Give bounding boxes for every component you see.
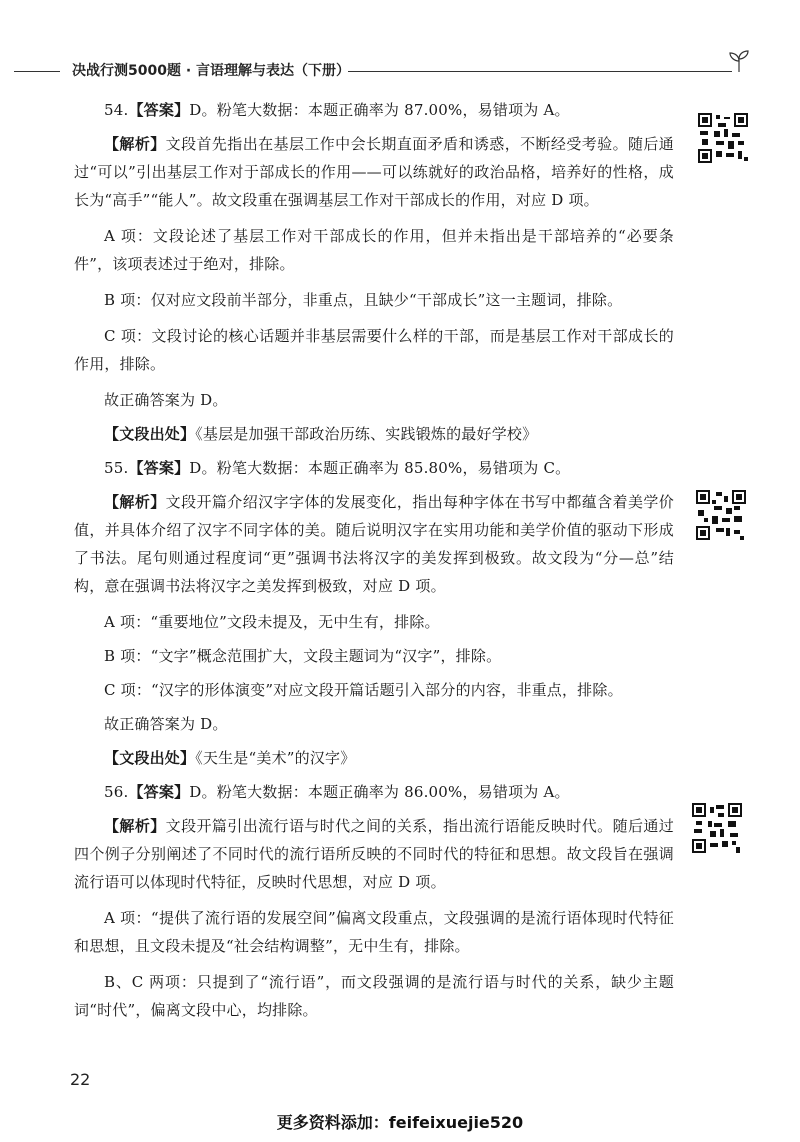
source-text: 《天生是“美术”的汉字》 [195, 749, 356, 767]
option-text: A 项：文段论述了基层工作对干部成长的作用，但并未指出是干部培养的“必要条件”，该项表述过于绝对，排除。 [74, 227, 674, 273]
answer-55 [74, 454, 674, 482]
header-rule-left [14, 71, 60, 72]
page-number: 22 [70, 1070, 91, 1089]
option-c-55 [74, 676, 674, 704]
source-54 [74, 420, 674, 448]
qr-code-icon[interactable] [698, 113, 748, 163]
answer-54 [74, 96, 674, 124]
option-text: B 项：“文字”概念范围扩大，文段主题词为“汉字”，排除。 [104, 647, 502, 665]
conclusion-55 [74, 710, 674, 738]
option-a-55 [74, 608, 674, 636]
option-c-54 [74, 322, 674, 378]
analysis-tag: 【解析】 [104, 817, 166, 835]
conclusion-text: 故正确答案为 D。 [104, 391, 228, 409]
analysis-54 [74, 130, 674, 214]
qr-code-icon[interactable] [692, 803, 742, 853]
source-tag: 【文段出处】 [104, 749, 196, 767]
conclusion-text: 故正确答案为 D。 [104, 715, 228, 733]
option-a-54 [74, 222, 674, 278]
answer-text: D。粉笔大数据：本题正确率为 86.00%，易错项为 A。 [189, 783, 570, 801]
analysis-tag: 【解析】 [104, 135, 166, 153]
option-text: A 项：“提供了流行语的发展空间”偏离文段重点，文段强调的是流行语体现时代特征和思想，且文段未提及“社会结构调整”，无中生有，排除。 [74, 909, 674, 955]
answer-explanations [74, 96, 674, 1032]
option-a-56 [74, 904, 674, 960]
question-number: 56. [104, 783, 129, 801]
option-b-55 [74, 642, 674, 670]
answer-tag: 【答案】 [128, 459, 190, 477]
footer-note: 更多资料添加：feifeixuejie520 [276, 1113, 524, 1132]
analysis-text: 文段开篇引出流行语与时代之间的关系，指出流行语能反映时代。随后通过四个例子分别阐述了不同时代的流行语所反映的不同时代的特征和思想。故文段旨在强调流行语可以体现时代特征，反映时代思想，对应 D 项。 [74, 817, 674, 891]
option-bc-56 [74, 968, 674, 1024]
answer-text: D。粉笔大数据：本题正确率为 87.00%，易错项为 A。 [189, 101, 570, 119]
conclusion-54 [74, 386, 674, 414]
source-tag: 【文段出处】 [104, 425, 196, 443]
qr-code-icon[interactable] [696, 490, 746, 540]
source-55 [74, 744, 674, 772]
header-title: 决战行测5000题 · 言语理解与表达（下册） [72, 63, 351, 79]
option-text: C 项：文段讨论的核心话题并非基层需要什么样的干部，而是基层工作对干部成长的作用，排除。 [74, 327, 674, 373]
option-text: B、C 两项：只提到了“流行语”，而文段强调的是流行语与时代的关系，缺少主题词“时代”，偏离文段中心，均排除。 [74, 973, 674, 1019]
answer-tag: 【答案】 [128, 783, 190, 801]
analysis-text: 文段首先指出在基层工作中会长期直面矛盾和诱惑，不断经受考验。随后通过“可以”引出基层工作对于部成长的作用——可以练就好的政治品格，培养好的性格，成长为“高手”“能人”。故文段重在强调基层工作对干部成长的作用，对应 D 项。 [74, 135, 674, 209]
option-text: B 项：仅对应文段前半部分，非重点，且缺少“干部成长”这一主题词，排除。 [104, 291, 623, 309]
analysis-56 [74, 812, 674, 896]
sprout-icon [726, 48, 752, 74]
option-text: C 项：“汉字的形体演变”对应文段开篇话题引入部分的内容，非重点，排除。 [104, 681, 623, 699]
analysis-tag: 【解析】 [104, 493, 166, 511]
running-header [0, 58, 800, 82]
analysis-text: 文段开篇介绍汉字字体的发展变化，指出每种字体在书写中都蕴含着美学价值，并具体介绍了汉字不同字体的美。随后说明汉字在实用功能和美学价值的驱动下形成了书法。尾句则通过程度词“更”强调书法将汉字的美发挥到极致。故文段为“分—总”结构，意在强调书法将汉字之美发挥到极致，对应 D 项。 [74, 493, 674, 595]
source-text: 《基层是加强干部政治历练、实践锻炼的最好学校》 [195, 425, 538, 443]
header-rule-right [348, 71, 732, 72]
answer-56 [74, 778, 674, 806]
option-text: A 项：“重要地位”文段未提及，无中生有，排除。 [104, 613, 440, 631]
answer-text: D。粉笔大数据：本题正确率为 85.80%，易错项为 C。 [189, 459, 571, 477]
question-number: 54. [104, 101, 129, 119]
question-number: 55. [104, 459, 129, 477]
answer-tag: 【答案】 [128, 101, 190, 119]
analysis-55 [74, 488, 674, 600]
option-b-54 [74, 286, 674, 314]
